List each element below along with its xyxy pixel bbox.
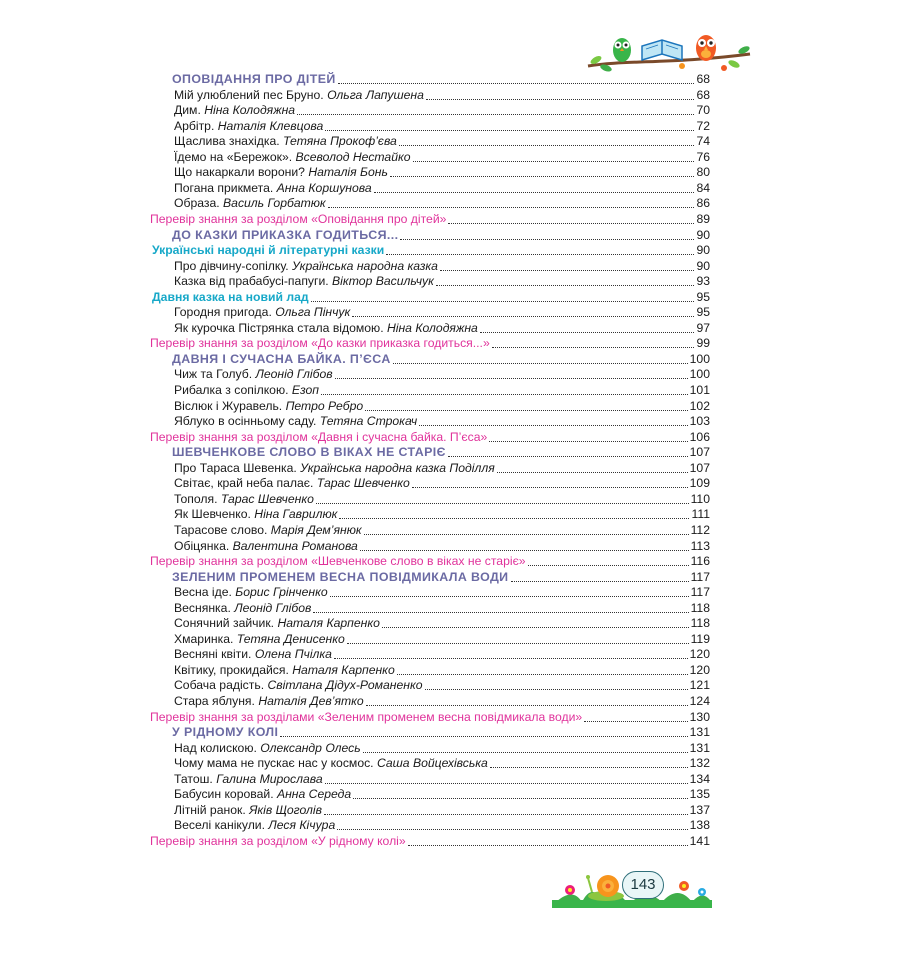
section-heading <box>172 350 710 367</box>
entry-page-number: 97 <box>696 320 710 335</box>
dot-leader <box>490 767 688 768</box>
entry-page-number: 120 <box>689 647 710 662</box>
toc-entry <box>174 645 710 662</box>
entry-author: Ольга Пінчук <box>275 305 351 320</box>
dot-leader <box>334 658 688 659</box>
subsection-heading <box>152 241 710 258</box>
toc-entry <box>174 661 710 678</box>
dot-leader <box>419 425 687 426</box>
entry-author: Тарас Шевченко <box>220 491 314 506</box>
entry-page-number: 109 <box>689 476 710 491</box>
review-entry <box>150 708 710 725</box>
entry-author: Наталія Клевцова <box>217 118 324 133</box>
entry-author: Леся Кічура <box>268 818 336 833</box>
entry-title: Літній ранок. <box>174 802 250 817</box>
entry-page-number: 134 <box>689 771 710 786</box>
entry-title: Погана прикмета. <box>174 180 277 195</box>
dot-leader <box>325 783 688 784</box>
dot-leader <box>426 99 695 100</box>
entry-title: ОПОВІДАННЯ ПРО ДІТЕЙ <box>172 72 336 86</box>
entry-title: ДАВНЯ І СУЧАСНА БАЙКА. П’ЄСА <box>172 351 391 366</box>
review-entry <box>150 832 710 849</box>
entry-page-number: 80 <box>696 165 710 180</box>
dot-leader <box>339 518 689 519</box>
entry-author: Леонід Глібов <box>234 600 312 615</box>
dot-leader <box>390 176 695 177</box>
dot-leader <box>321 394 688 395</box>
entry-title: ЗЕЛЕНИМ ПРОМЕНЕМ ВЕСНА ПОВІДМИКАЛА ВОДИ <box>172 569 509 584</box>
entry-author: Ніна Гаврилюк <box>254 507 338 522</box>
entry-page-number: 72 <box>696 118 710 133</box>
entry-title: Світає, край неба палає. <box>174 476 317 491</box>
dot-leader <box>511 581 689 582</box>
dot-leader <box>440 270 694 271</box>
dot-leader <box>448 456 688 457</box>
dot-leader <box>311 301 695 302</box>
entry-author: Тетяна Строкач <box>319 414 418 429</box>
entry-title: Про Тараса Шевенка. <box>174 460 301 475</box>
toc-entry <box>174 179 710 196</box>
entry-author: Олександр Олесь <box>260 740 361 755</box>
entry-author: Віктор Васильчук <box>332 274 434 289</box>
dot-leader <box>397 674 688 675</box>
entry-author: Тарас Шевченко <box>316 476 410 491</box>
entry-title: Собача радість. <box>174 678 268 693</box>
toc-entry <box>174 117 710 134</box>
entry-page-number: 137 <box>689 802 710 817</box>
entry-author: Тетяна Прокоф’єва <box>283 134 397 149</box>
section-heading <box>172 226 710 243</box>
entry-page-number: 138 <box>689 818 710 833</box>
entry-author: Ніна Колодяжна <box>204 103 296 118</box>
entry-author: Валентина Романова <box>232 538 358 553</box>
owl-orange-icon <box>696 35 716 61</box>
entry-page-number: 132 <box>689 756 710 771</box>
dot-leader <box>316 503 689 504</box>
dot-leader <box>353 798 687 799</box>
subsection-heading <box>152 288 710 305</box>
dot-leader <box>399 145 695 146</box>
entry-title: Перевір знання за розділом «До казки приказка годиться...» <box>150 336 490 351</box>
entry-page-number: 90 <box>696 258 710 273</box>
entry-page-number: 95 <box>696 289 710 304</box>
entry-title: Чому мама не пускає нас у космос. <box>174 756 377 771</box>
toc-entry <box>174 770 710 787</box>
entry-author: Наталія Бонь <box>308 165 388 180</box>
toc-entry <box>174 599 710 616</box>
entry-author: Петро Ребро <box>285 398 364 413</box>
entry-title: Перевір знання за розділом «Оповідання про дітей» <box>150 211 447 226</box>
entry-page-number: 119 <box>690 631 710 646</box>
entry-page-number: 84 <box>696 180 710 195</box>
entry-title: Обіцянка. <box>174 538 233 553</box>
dot-leader <box>408 845 688 846</box>
entry-title: Арбітр. <box>174 118 218 133</box>
entry-title: Перевір знання за розділом «У рідному колі» <box>150 833 406 848</box>
entry-author: Олена Пчілка <box>254 647 332 662</box>
dot-leader <box>528 565 689 566</box>
entry-page-number: 101 <box>689 383 710 397</box>
entry-page-number: 110 <box>690 491 710 506</box>
toc-entry <box>174 614 710 631</box>
entry-page-number: 120 <box>689 662 710 677</box>
entry-page-number: 106 <box>689 429 710 444</box>
entry-page-number: 76 <box>696 149 710 164</box>
toc-entry <box>174 754 710 771</box>
dot-leader <box>337 829 687 830</box>
entry-title: Татош. <box>174 771 217 786</box>
dot-leader <box>400 239 694 240</box>
entry-author: Анна Коршунова <box>276 180 372 195</box>
entry-author: Наталя Карпенко <box>292 662 395 677</box>
entry-title: Сонячний зайчик. <box>174 616 278 631</box>
entry-page-number: 118 <box>690 600 710 615</box>
entry-title: Віслюк і Журавель. <box>174 398 286 413</box>
dot-leader <box>324 814 688 815</box>
entry-title: Стара яблуня. <box>174 694 259 708</box>
section-heading <box>172 70 710 87</box>
entry-author: Езоп <box>291 383 320 397</box>
toc-entry <box>174 459 710 476</box>
entry-page-number: 90 <box>696 243 710 258</box>
entry-title: Українські народні й літературні казки <box>152 243 385 258</box>
entry-title: Веселі канікули. <box>174 818 269 833</box>
dot-leader <box>489 441 687 442</box>
entry-title: Веснянка. <box>174 600 235 615</box>
entry-title: Мій улюблений пес Бруно. <box>174 87 328 102</box>
toc-entry <box>174 521 710 538</box>
toc-entry <box>174 412 710 429</box>
entry-title: ДО КАЗКИ ПРИКАЗКА ГОДИТЬСЯ... <box>172 227 399 242</box>
entry-page-number: 135 <box>689 787 710 802</box>
toc-entry <box>174 163 710 180</box>
toc-entry <box>174 194 710 211</box>
entry-title: Весна іде. <box>174 585 236 600</box>
toc-entry <box>174 303 710 320</box>
entry-author: Анна Середа <box>276 787 352 802</box>
toc-entry <box>174 86 710 103</box>
entry-page-number: 116 <box>690 554 710 569</box>
entry-page-number: 118 <box>690 616 710 631</box>
entry-page-number: 70 <box>696 103 710 118</box>
entry-page-number: 74 <box>696 134 710 149</box>
entry-title: Хмаринка. <box>174 631 237 646</box>
snail-icon <box>586 875 624 901</box>
toc-entry <box>174 537 710 554</box>
toc-entry <box>174 739 710 756</box>
entry-title: Тополя. <box>174 491 221 506</box>
entry-page-number: 103 <box>689 414 710 429</box>
entry-title: Над колискою. <box>174 740 261 755</box>
entry-page-number: 95 <box>696 305 710 320</box>
dot-leader <box>325 130 694 131</box>
entry-title: Давня казка на новий лад <box>152 289 309 304</box>
dot-leader <box>448 223 694 224</box>
dot-leader <box>338 83 695 84</box>
dot-leader <box>492 347 695 348</box>
dot-leader <box>365 410 687 411</box>
entry-author: Тетяна Денисенко <box>236 631 345 646</box>
dot-leader <box>297 114 694 115</box>
entry-title: Їдемо на «Бережок». <box>174 149 296 164</box>
toc-entry <box>174 692 710 709</box>
entry-page-number: 112 <box>690 522 710 537</box>
toc-entry <box>174 148 710 165</box>
entry-author: Марія Дем’янюк <box>270 522 362 537</box>
entry-page-number: 141 <box>689 833 710 848</box>
entry-author: Ольга Лапушена <box>327 87 424 102</box>
toc-entry <box>174 397 710 414</box>
entry-page-number: 107 <box>689 445 710 460</box>
dot-leader <box>374 192 695 193</box>
dot-leader <box>425 689 688 690</box>
entry-page-number: 86 <box>696 196 710 211</box>
entry-title: Як курочка Пістрянка стала відомою. <box>174 320 387 335</box>
toc-entry <box>174 801 710 818</box>
toc-entry <box>174 257 710 274</box>
entry-author: Саша Войцехівська <box>376 756 488 771</box>
entry-page-number: 130 <box>689 709 710 724</box>
dot-leader <box>330 596 689 597</box>
entry-page-number: 100 <box>689 351 710 366</box>
toc-entry <box>174 474 710 491</box>
entry-title: Про дівчину-сопілку. <box>174 258 293 273</box>
entry-title: Перевір знання за розділом «Давня і сучасна байка. П’єса» <box>150 429 488 444</box>
entry-author: Борис Грінченко <box>235 585 328 600</box>
entry-author: Всеволод Нестайко <box>295 149 411 164</box>
entry-title: У РІДНОМУ КОЛІ <box>172 725 279 740</box>
toc-entry <box>174 816 710 833</box>
entry-author: Наталя Карпенко <box>277 616 380 631</box>
entry-page-number: 124 <box>689 694 710 708</box>
dot-leader <box>313 612 688 613</box>
entry-title: Як Шевченко. <box>174 507 255 522</box>
entry-author: Наталія Дев’ятко <box>258 694 364 708</box>
dot-leader <box>335 378 688 379</box>
review-entry <box>150 210 710 227</box>
toc-entry <box>174 132 710 149</box>
entry-page-number: 117 <box>690 569 710 584</box>
toc-entry <box>174 676 710 693</box>
entry-title: Яблуко в осінньому саду. <box>174 414 320 429</box>
owl-green-icon <box>613 38 631 62</box>
entry-author: Яків Щоголів <box>249 802 322 817</box>
dot-leader <box>584 721 687 722</box>
review-entry <box>150 428 710 445</box>
entry-title: Казка від прабабусі-папуги. <box>174 274 333 289</box>
entry-title: Перевір знання за розділами «Зеленим променем весна повідмикала води» <box>150 709 583 724</box>
entry-page-number: 90 <box>696 227 710 242</box>
section-heading <box>172 443 710 460</box>
entry-title: ШЕВЧЕНКОВЕ СЛОВО В ВІКАХ НЕ СТАРІЄ <box>172 445 446 460</box>
entry-page-number: 111 <box>691 507 710 522</box>
entry-page-number: 107 <box>689 460 710 475</box>
entry-title: Перевір знання за розділом «Шевченкове слово в віках не старіє» <box>150 554 526 569</box>
entry-page-number: 121 <box>689 678 710 693</box>
entry-title: Дим. <box>174 103 205 118</box>
dot-leader <box>364 534 689 535</box>
toc-entry <box>174 272 710 289</box>
entry-title: Тарасове слово. <box>174 522 271 537</box>
toc-entry <box>174 319 710 336</box>
dot-leader <box>363 752 688 753</box>
toc-entry <box>174 365 710 382</box>
toc-entry <box>174 490 710 507</box>
dot-leader <box>497 472 688 473</box>
toc-entry <box>174 785 710 802</box>
dot-leader <box>436 285 695 286</box>
dot-leader <box>393 363 688 364</box>
dot-leader <box>366 705 688 706</box>
toc-entry <box>174 381 710 398</box>
review-entry <box>150 552 710 569</box>
entry-title: Щаслива знахідка. <box>174 134 284 149</box>
toc-entry <box>174 505 710 522</box>
review-entry <box>150 334 710 351</box>
entry-page-number: 117 <box>690 585 710 600</box>
page-number: 143 <box>622 871 664 899</box>
open-book-icon <box>642 40 682 60</box>
dot-leader <box>413 161 695 162</box>
entry-title: Чиж та Голуб. <box>174 367 256 382</box>
entry-page-number: 100 <box>689 367 710 382</box>
toc-entry <box>174 101 710 118</box>
entry-title: Що накаркали ворони? <box>174 165 309 180</box>
entry-author: Українська народна казка Поділля <box>300 460 495 475</box>
entry-author: Українська народна казка <box>292 258 438 273</box>
entry-page-number: 131 <box>689 725 710 740</box>
entry-page-number: 89 <box>696 211 710 226</box>
entry-page-number: 68 <box>696 72 710 86</box>
dot-leader <box>412 487 688 488</box>
dot-leader <box>382 627 689 628</box>
section-heading <box>172 568 710 585</box>
dot-leader <box>386 254 694 255</box>
dot-leader <box>280 736 687 737</box>
entry-page-number: 93 <box>696 274 710 289</box>
entry-author: Ніна Колодяжна <box>386 320 478 335</box>
entry-title: Весняні квіти. <box>174 647 255 662</box>
dot-leader <box>480 332 695 333</box>
owls-on-branch-illustration <box>584 30 754 74</box>
entry-author: Галина Мирослава <box>216 771 323 786</box>
entry-title: Образа. <box>174 196 224 211</box>
entry-title: Городня пригода. <box>174 305 276 320</box>
entry-author: Василь Горбатюк <box>223 196 326 211</box>
toc-entry <box>174 583 710 600</box>
dot-leader <box>360 550 689 551</box>
dot-leader <box>352 316 694 317</box>
dot-leader <box>347 643 689 644</box>
entry-author: Леонід Глібов <box>255 367 333 382</box>
entry-page-number: 99 <box>696 336 710 351</box>
entry-page-number: 113 <box>690 538 710 553</box>
entry-page-number: 102 <box>689 398 710 413</box>
entry-title: Рибалка з сопілкою. <box>174 383 292 397</box>
entry-page-number: 68 <box>696 87 710 102</box>
entry-title: Бабусин коровай. <box>174 787 277 802</box>
dot-leader <box>328 207 695 208</box>
section-heading <box>172 723 710 740</box>
entry-title: Квітику, прокидайся. <box>174 662 293 677</box>
entry-author: Світлана Дідух-Романенко <box>267 678 423 693</box>
toc-entry <box>174 630 710 647</box>
entry-page-number: 131 <box>689 740 710 755</box>
